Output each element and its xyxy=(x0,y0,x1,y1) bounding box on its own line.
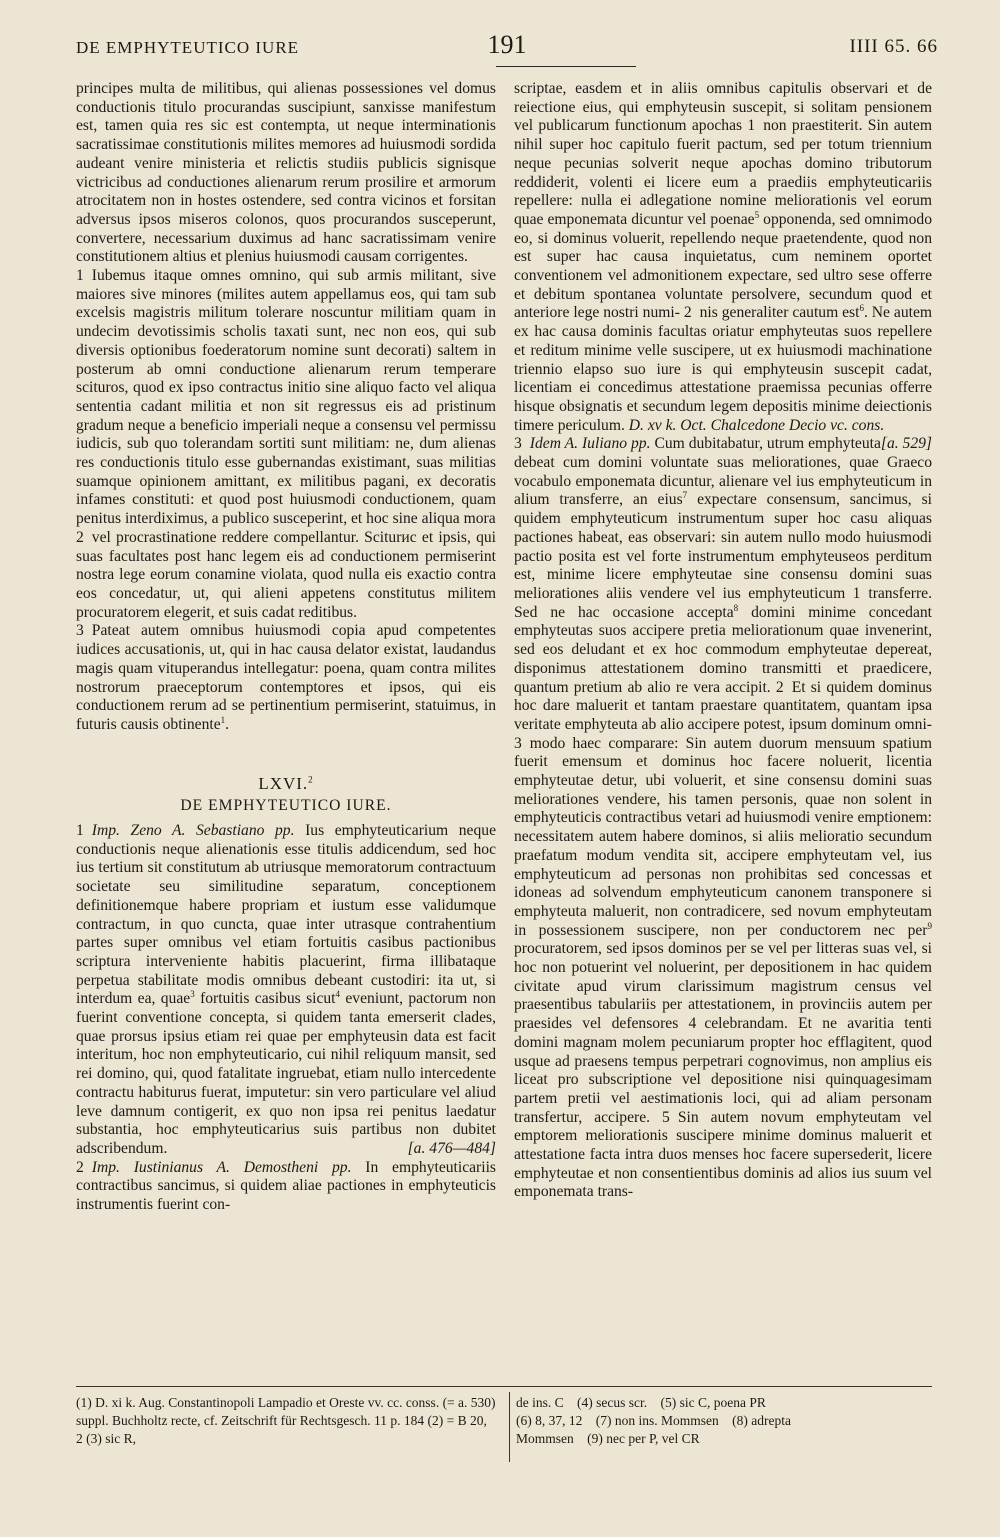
law-text: nis generaliter cautum est xyxy=(699,304,860,322)
paragraph-mark: 3 xyxy=(76,622,84,640)
paragraph-2 xyxy=(76,529,496,623)
intro-paragraph: principes multa de militibus, qui alienas possessiones vel domus conductionis titulo procurandas suscipiunt, sanxisse manifestum est, tamen quia res sic est contempta, ut neque interminationis sacratissimae constitutionis milites memores ad huiusmodi sordida audeant venire ministeria et relictis studiis publicis signisque victricibus ad conductiones alienarum rerum prosilire et armorum atrocitatem non in hostes ostendere, sed contra vicinos et forsitan adversus ipsos miseros colonos, quos procurandos susceperunt, convertere, necessarium duximus ad hanc sacratissimam venire constitutionem altius et plenius huiusmodi causam corrigentes. xyxy=(76,80,496,266)
footnote: (7) non ins. Mommsen xyxy=(595,1413,719,1428)
date-reference: [a. 529] xyxy=(880,435,932,453)
paragraph-mark: 4 xyxy=(688,1015,697,1033)
law-address: Imp. Iustinianus A. Demostheni pp. xyxy=(91,1158,352,1176)
law-text: fortuitis casibus sicut xyxy=(200,990,336,1008)
law-text: eveniunt, pactorum non fuerint conventione concepta, si quidem tanta emerserit clades, quae prorsus ipsius etiam rei quae per emphyteusin data est facit interitum, hoc non emphyteuticario, cui nihil reliquum mansit, sed rei domino, qui, quod fatalitate ingruebat, etiam nullo intercedente contractu habiturus fuerat, imputetur: sin vero particulare vel aliud leve damnum contigerit, ex quo non ipsa rei penitus laedatur substantia, hoc emphyteuticarius suis partibus non dubitet adscribendum. xyxy=(76,990,496,1157)
law-text: Ne autem ex hac causa dominis facultas oriatur emphyteutas suos repellere et reditum minime velle suscipere, ut ex huiusmodi machinatione triennio elapso suo iure is qui emphyteusin suscepit cadat, licentiam ei concedimus attestatione praemissa pecunias offerre hisque obsignatis et secundum legem depositis minime deiectionis timere periculum. xyxy=(514,304,932,434)
law-address: Idem A. Iuliano pp. xyxy=(529,435,651,453)
law-text: domini minime concedant emphyteutas suos accipere pretia meliorationum quae invenerint, sed eos deludant et ex hoc commodum emphyteutae depereat, disponimus attestationem domino transmitti et praedicere, quantum pretium ab alio re vera accipit. xyxy=(514,603,932,696)
footnotes-right xyxy=(516,1394,932,1448)
law-3 xyxy=(514,435,932,1202)
law-text: procuratorem, sed ipsos dominos per se vel per litteras suas vel, si hoc non potuerint vel noluerint, per depositionem in hac quidem civitate apud virum clarissimum magistrum census vel praesentibus tabulariis per attestationem, in provinciis autem per praesides vel defensores xyxy=(514,940,932,1033)
footnote: (4) secus scr. xyxy=(577,1395,648,1410)
section-title: DE EMPHYTEUTICO IURE. xyxy=(180,797,392,815)
paragraph-mark: 2 xyxy=(683,304,692,322)
paragraph-text: Pateat autem omnibus huiusmodi copia apud competentes iudices accusationis, ut, qui in hac causa delator existat, laudandus magis quam vituperandus intellegatur: poena, quam contra milites nostrorum praeceptorum contemptores et ipsos, qui eis conductionem rerum ad se pertinentium permiserint, statuimus, in futuris causis obtinente xyxy=(76,622,496,733)
section-reference: IIII 65. 66 xyxy=(849,36,938,57)
law-text: Ius emphyteuticarium neque conductionis neque alienationis esse titulis addicendum, sed hoc ius tertium sit constitutum ab utriusque memoratorum contractuum societate seu similitudine separatum, conceptionem definitionemque habere propriam et iustum esse validumque contractum, in quo cuncta, quae inter utrasque contrahentium partes super omnibus vel etiam fortuitis casibus pactionibus scriptura interveniente habitis placuerint, firma illibataque perpetua stabilitate modis omnibus debeant custodiri: ita ut, si interdum ea, quae xyxy=(76,822,496,1008)
footnote: (9) nec per P, vel CR xyxy=(587,1431,700,1446)
footnote: (5) sic C, poena PR xyxy=(660,1395,766,1410)
law-text: non praestiterit. Sin autem nihil super hoc capitulo fuerit pactum, sed per totum triennium neque pecunias solverit neque apochas domino tributorum reddiderit, volenti ei licere eum a praediis emphyteuticariis repellere: nulla ei adlegatione nomine meliorationis vel eorum quae emponemata dicuntur vel poenae xyxy=(514,117,932,228)
running-title: DE EMPHYTEUTICO IURE xyxy=(76,38,300,57)
law-text: Et si quidem dominus hoc dare maluerit et tantam praestare quantitatem, quantam ipsa veritate emphyteuta ab alio accipere potest, ipsum dominum omni- xyxy=(514,678,932,733)
footnote-rule xyxy=(76,1386,932,1387)
footnote-ref: 3 xyxy=(190,989,195,1000)
law-text: scriptae, easdem et in aliis omnibus capitulis observari et de reiectione eius, qui emphyteusin suscepit, si solitam pensionem vel publicarum functionum apochas xyxy=(514,80,932,135)
page-number: 191 xyxy=(487,30,527,59)
paragraph-mark: 2 xyxy=(76,528,84,546)
running-header xyxy=(76,30,938,70)
law-number: 2 xyxy=(76,1158,84,1176)
paragraph-3: 3 Pateat autem omnibus huiusmodi copia apud competentes iudices accusationis, ut, qui in hac causa delator existat, laudandus magis quam vituperandus intellegatur: poena, quam contra milites nostrorum praeceptorum contemptores et ipsos, qui eis conductionem rerum ad se pertinentium permiserint, statuimus, in futuris causis obtinente$^1$. xyxy=(76,622,496,733)
footnote: Mommsen xyxy=(516,1431,574,1446)
footnote: (8) adrepta xyxy=(732,1413,791,1428)
paragraph-mark: 1 xyxy=(76,267,84,285)
left-column xyxy=(76,80,496,1215)
law-number: 3 xyxy=(514,435,522,453)
law-text: Sin autem novum emphyteutam vel emptorem meliorationis suscipere minime dominus maluerit et attestatione facta intra duos menses hoc facere supersederit, licere emphyteutae et non consentientibus dominis ad alios ius suum vel emponemata trans- xyxy=(514,1108,932,1201)
law-text: opponenda, sed omnimodo eo, si dominus voluerit, repellendo neque praetendente, quod non est super hac causa inquietatus, cum neminem oportet conventionem vel admonitionem expectare, sed ultro sese offerre et debitum spontanea voluntate persolvere, secundum quod et anteriore lege nostri numi- xyxy=(514,210,932,322)
law-text: In emphyteuticariis contractibus sancimus, si quidem aliae pactiones in emphyteuticis instrumentis fuerint con- xyxy=(76,1158,496,1214)
paragraph-mark: 3 xyxy=(514,734,522,752)
footnote-ref: 2 xyxy=(308,773,314,784)
law-2-continued: scriptae, easdem et in aliis omnibus capitulis observari et de reiectione eius, qui emphyteusin suscepit, si solitam pensionem vel publicarum functionum apochas 1 non praestiterit. Sin autem nihil super hoc capitulo fuerit pactum, sed per totum triennium neque pecunias solverit neque apochas domino tributorum reddiderit, volenti ei licere eum a praediis emphyteuticariis repellere: nulla ei adlegatione nomine meliorationis vel eorum quae emponemata dicuntur vel poenae$^5$ opponenda, sed omnimodo eo, si dominus voluerit, repellendo neque praetendente, quod non est super hac causa inquietatus, cum neminem oportet conventionem vel admonitionem expectare, sed ultro sese offerre et debitum spontanea voluntate persolvere, secundum quod et anteriore lege nostri numi- 2 nis generaliter cautum est$^6$. Ne autem ex hac causa dominis facultas oriatur emphyteutas suos repellere et reditum minime velle suscipere, ut ex huiusmodi machinatione triennio elapso suo iure is qui emphyteusin suscepit cadat, licentiam ei concedimus attestatione praemissa pecunias offerre hisque obsignatis et secundum legem depositis minime deiectionis timere periculum. D. xv k. Oct. Chalcedone Decio vc. cons. [a. 529] xyxy=(514,80,932,453)
law-2 xyxy=(76,1159,496,1215)
section-number: LXVI.$^2$ xyxy=(258,773,314,793)
date-reference: [a. 476—484] xyxy=(407,1139,496,1157)
law-text: expectare consensum, sancimus, si quidem emphyteuticum instrumentum super hoc casu aliquas pactiones habeat, eas observari: sin autem nullo modo huiusmodi pactio posita est vel forte instrumentum emphyteuseos perditum est, minime licere emphyteutae sine consensu domini suas meliorationes aliis vendere vel ius emphyteuticum xyxy=(514,491,932,602)
law-1 xyxy=(76,822,496,1159)
paragraph-text: vel procrastinatione reddere compellantur. Sciturис et ipsis, qui suas facultates post hanc legem eis ad conductionem permiserint nostra lege eorum conamine violata, quod nulla eis exactio contra eos concedatur, ut, qui alieni appetens constitutus militem procuratorem elegerit, et suis cadat reditibus. xyxy=(76,528,496,621)
law-text: transferre. Sed ne hac occasione accepta xyxy=(514,584,932,621)
paragraph-1 xyxy=(76,267,496,529)
paragraph-mark: 1 xyxy=(852,584,861,602)
paragraph-mark: 5 xyxy=(662,1108,670,1126)
law-text: celebrandam. Et ne avaritia tenti domini magnam molem pecuniarum propter hoc efflagitent, quod usque ad praesens tempus perpetrari cognovimus, non amplius eis liceat pro subscriptione vel depositione nisi quinquagesimam partem pretii vel aestimationis loci, qui ad aliam personam transfertur, accipere. xyxy=(514,1015,932,1126)
paragraph-text: Iubemus itaque omnes omnino, qui sub armis militant, sive maiores sive minores (milites autem appellamus eos, qui tam sub excelsis magistris militum tolerare noscuntur militiam quam in undecim devotissimis scholis taxati sunt, nec non eos, qui sub diversis optionibus foederatorum nomine sunt decorati) saltem in posterum ab omni conductione alienarum rerum temperare scituros, quod ex ipso contractus initio sine aliquo facto vel aliqua sententia cadant militia et non sit regressus eis ad pristinum gradum neque a beneficio imperiali neque a consensu vel permissu iudicis, sub quo tolerandam sortiti sunt militiam: ne, dum alienas res conductionis titulo esse gubernandas existimant, suas militias suamque opinionem amittant, ex militibus pagani, ex decoratis infames constituti: et quod post huiusmodi conductionem, quam penitus interdiximus, a publico susceperint, et hoc sine aliqua mora xyxy=(76,267,496,528)
footnote-ref: 6 xyxy=(859,303,864,314)
footnote-ref: 4 xyxy=(335,989,341,1000)
law-address: Imp. Zeno A. Sebastiano pp. xyxy=(91,822,295,840)
footnote-column-divider xyxy=(509,1392,510,1462)
footnote-ref: 5 xyxy=(754,209,760,220)
header-rule xyxy=(496,66,636,67)
footnote-ref: 9 xyxy=(927,920,932,931)
footnotes-left: (1) D. xi k. Aug. Constantinopoli Lampadio et Oreste vv. cc. conss. (= a. 530) suppl. Buchholtz recte, cf. Zeitschrift für Rechtsgesch. 11 p. 184 (2) = B 20, 2 (3) sic R, xyxy=(76,1395,496,1446)
law-text: Cum dubitabatur, utrum emphyteuta debeat cum domini voluntate suas meliorationes, quae Graeco vocabulo emponemata dicuntur, alienare vel ius emphyteuticum in alium transferre, an eius xyxy=(514,435,932,509)
paragraph-mark: 1 xyxy=(747,117,756,135)
footnote: de ins. C xyxy=(516,1395,564,1410)
right-column xyxy=(514,80,932,1202)
footnote-ref: 7 xyxy=(682,490,688,501)
paragraph-mark: 2 xyxy=(775,678,784,696)
footnote-ref: 8 xyxy=(733,602,739,613)
section-heading xyxy=(76,775,496,816)
law-text: modo haec comparare: Sin autem duorum mensuum spatium fuerit emensum et dominus hoc facere noluerit, licentia emphyteutae detur, ubi voluerit, et sine consensu domini suas meliorationes vendere, his tamen personis, quae non solent in emphyteuticis contractibus vetari ad huiusmodi venire emptionem: necessitatem autem habere dominos, si aliis melioratio secundum praefatum modum vendita sit, accipere emphyteutam vel, ius emphyteuticum ad personas non prohibitas sed concessas et idoneas ad solvendum emphyteuticum canonem transponere si emphyteuta maluerit, non contradicere, sed novum emphyteutam in possessionem suscipere, non per conductorem nec per xyxy=(514,734,932,939)
law-number: 1 xyxy=(76,822,84,840)
footnote-ref: 1 xyxy=(220,714,226,725)
footnote: (6) 8, 37, 12 xyxy=(516,1413,583,1428)
date-line: D. xv k. Oct. Chalcedone Decio vc. cons. xyxy=(628,416,885,434)
